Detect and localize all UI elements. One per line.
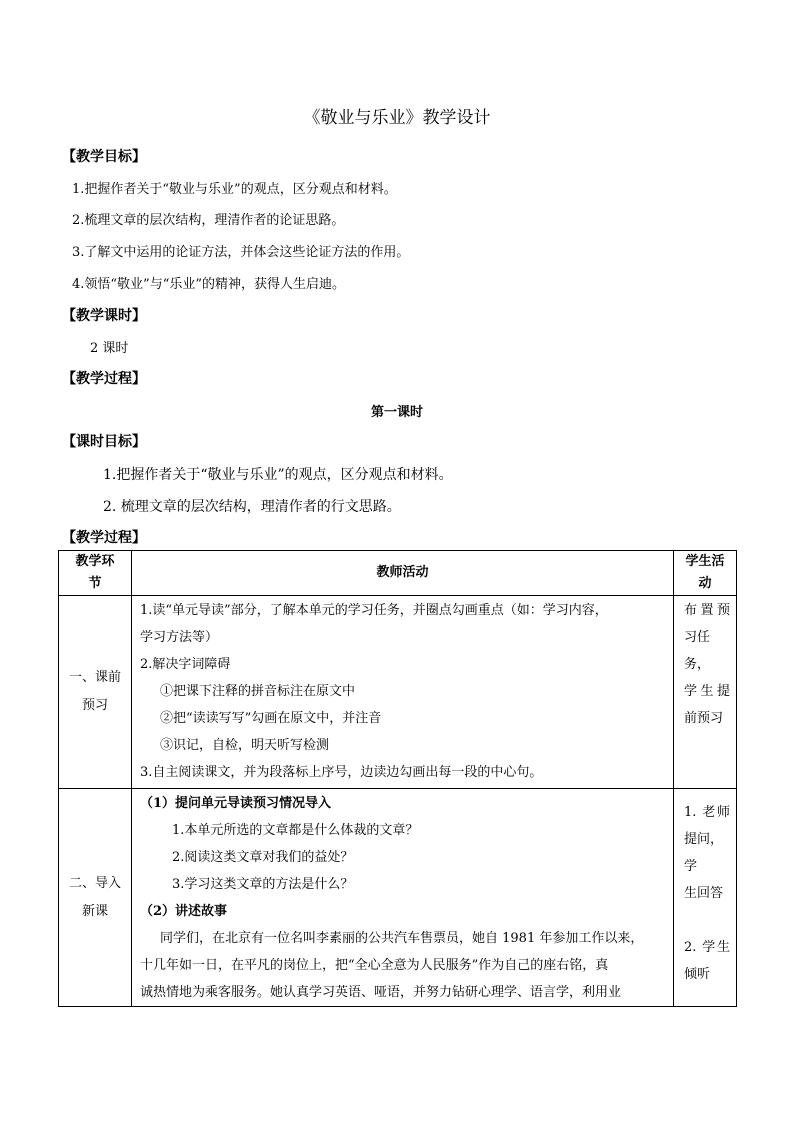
- table-header-row: [59, 551, 737, 596]
- teacher-subheading: （1）提问单元导读预习情况导入: [140, 796, 332, 811]
- objective-item: 3.了解文中运用的论证方法，并体会这些论证方法的作用。: [72, 245, 410, 260]
- student-line: 布置预: [684, 603, 730, 618]
- periods-value: 2 课时: [90, 341, 129, 356]
- stage-line: 新课: [81, 903, 108, 919]
- student-line: 习任务，: [684, 630, 711, 672]
- table-row: [59, 789, 737, 1007]
- stage-cell: [59, 789, 132, 1007]
- lesson-goals-heading: 【课时目标】: [62, 434, 146, 450]
- stage-line: 预习: [81, 698, 108, 713]
- student-spacer: [674, 907, 736, 934]
- teacher-activity-cell: [132, 596, 674, 789]
- objective-item: 1.把握作者关于“敬业与乐业”的观点，区分观点和材料。: [72, 182, 397, 197]
- teacher-line: 1.读“单元导读”部分，了解本单元的学习任务，并圈点勾画重点（如：学习内容，: [140, 603, 608, 618]
- stage-cell: [59, 596, 132, 789]
- objective-item: 4.领悟“敬业”与“乐业”的精神，获得人生启迪。: [72, 277, 345, 292]
- teacher-story-line: 同学们，在北京有一位名叫李素丽的公共汽车售票员，她自 1981 年参加工作以来，: [160, 931, 644, 946]
- lesson-goal-item: 2. 梳理文章的层次结构，理清作者的行文思路。: [103, 499, 401, 515]
- periods-heading: 【教学课时】: [62, 308, 146, 324]
- teacher-line: 3.自主阅读课文，并为段落标上序号，边读边勾画出每一段的中心句。: [140, 765, 543, 780]
- teacher-line: ②把“读读写写”勾画在原文中，并注音: [160, 711, 382, 726]
- teacher-subheading: （2）讲述故事: [140, 904, 228, 919]
- stage-line: 二、导入: [68, 875, 121, 891]
- teacher-question: 2.阅读这类文章对我们的益处？: [172, 850, 354, 865]
- teacher-question: 1.本单元所选的文章都是什么体裁的文章？: [172, 823, 419, 838]
- student-line: 前预习: [684, 711, 724, 726]
- header-student-line: 学生活: [685, 554, 725, 569]
- lesson-title: 第一课时: [370, 405, 423, 420]
- lesson-plan-table: [58, 550, 737, 1007]
- teacher-line: ①把课下注释的拼音标注在原文中: [160, 684, 356, 699]
- teacher-question: 3.学习这类文章的方法是什么？: [172, 877, 354, 892]
- student-line: 倾听: [684, 967, 711, 982]
- teacher-story-line: 诚热情地为乘客服务。她认真学习英语、哑语，并努力钻研心理学、语言学，利用业: [140, 985, 622, 1000]
- teacher-line: 学习方法等）: [140, 630, 219, 645]
- header-teacher: 教师活动: [132, 551, 674, 596]
- objectives-heading: 【教学目标】: [62, 149, 146, 165]
- lesson-process-heading: 【教学过程】: [62, 530, 146, 546]
- header-student-line: 动: [698, 576, 712, 591]
- student-activity-cell: [674, 596, 737, 789]
- header-student: [674, 551, 737, 596]
- header-stage-line: 节: [88, 576, 102, 591]
- header-stage: [59, 551, 132, 596]
- student-line: 2. 学生: [684, 940, 730, 955]
- stage-line: 一、课前: [68, 670, 121, 685]
- objective-item: 2.梳理文章的层次结构，理清作者的论证思路。: [72, 213, 345, 228]
- page-title: 《敬业与乐业》教学设计: [303, 108, 491, 128]
- teacher-line: 2.解决字词障碍: [140, 657, 231, 672]
- student-activity-cell: [674, 789, 737, 1007]
- teacher-story-line: 十几年如一日，在平凡的岗位上，把“全心全意为人民服务”作为自己的座右铭，真: [140, 958, 609, 973]
- header-stage-line: 教学环: [75, 554, 115, 569]
- student-line: 生回答: [684, 886, 724, 901]
- student-line: 学生提: [684, 684, 730, 699]
- student-line: 1. 老师: [684, 805, 730, 820]
- table-row: [59, 596, 737, 789]
- student-line: 提问，学: [684, 832, 724, 874]
- teacher-line: ③识记，自检，明天听写检测: [160, 738, 330, 753]
- lesson-goal-item: 1.把握作者关于“敬业与乐业”的观点，区分观点和材料。: [103, 467, 453, 483]
- process-heading: 【教学过程】: [62, 371, 146, 387]
- teacher-activity-cell: [132, 789, 674, 1007]
